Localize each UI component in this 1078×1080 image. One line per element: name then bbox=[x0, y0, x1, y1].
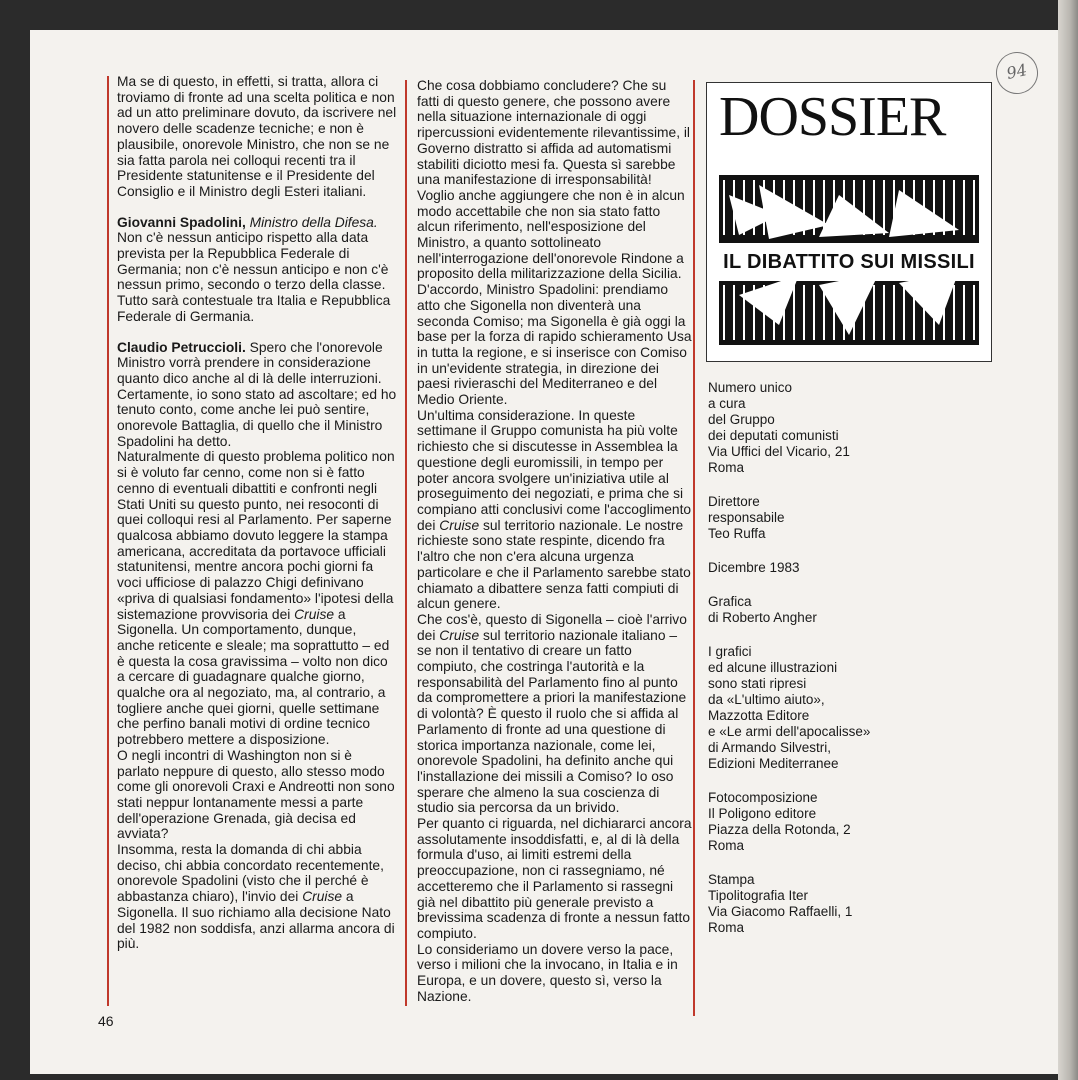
paragraph: Per quanto ci riguarda, nel dichiararci ancora assolutamente insoddisfatti, e, al di là della formula d'uso, ai limiti estremi della preoccupazione, non ci rassegniamo, né accetteremo che il Parlamento si rassegni già nel dibattito più generale previsto a brevissima scadenza di fronte a nessun fatto compiuto. bbox=[417, 816, 692, 941]
colophon-block bbox=[708, 494, 968, 542]
colophon-line: Direttore bbox=[708, 494, 760, 509]
colophon-line: di Roberto Angher bbox=[708, 610, 817, 625]
page-curl bbox=[1058, 0, 1078, 1080]
article-column-2 bbox=[417, 78, 692, 1004]
paragraph bbox=[117, 340, 397, 450]
colophon-line: di Armando Silvestri, bbox=[708, 740, 832, 755]
colophon-line: Mazzotta Editore bbox=[708, 708, 810, 723]
colophon-line: Teo Ruffa bbox=[708, 526, 766, 541]
italic-term: Cruise bbox=[294, 606, 335, 622]
paragraph bbox=[117, 449, 397, 747]
colophon-block bbox=[708, 790, 968, 854]
handwritten-page-number: 94 bbox=[992, 48, 1042, 98]
colophon-block bbox=[708, 872, 968, 936]
text: Insomma, resta la domanda di chi abbia deciso, chi abbia concordato recentemente, onorevole Spadolini (visto che il perché è abbastanza chiaro), l'invio dei bbox=[117, 842, 384, 905]
colophon-line: Piazza della Rotonda, 2 bbox=[708, 822, 851, 837]
column-rule-middle bbox=[405, 80, 407, 1006]
text: a Sigonella. Il suo richiamo alla decisione Nato del 1982 non soddisfa, anzi allarma ancora di più. bbox=[117, 889, 395, 952]
colophon-line: Fotocomposizione bbox=[708, 790, 818, 805]
colophon-block bbox=[708, 380, 968, 476]
paragraph: Che cosa dobbiamo concludere? Che su fatti di questo genere, che possono avere nella situazione internazionale di oggi ripercussioni evidentemente rilevantissime, il Governo distratto si affida ad automatismi stabiliti diciotto mesi fa. Questa sì sarebbe una manifestazione di irresponsabilità! bbox=[417, 78, 690, 188]
colophon-block bbox=[708, 560, 968, 576]
colophon-line: Roma bbox=[708, 460, 745, 475]
speaker-role: Ministro della Difesa. bbox=[249, 214, 378, 230]
italic-term: Cruise bbox=[439, 517, 480, 533]
colophon-line: del Gruppo bbox=[708, 412, 775, 427]
text: Che cos'è, questo di Sigonella – cioè l'arrivo dei bbox=[417, 611, 687, 643]
speaker-name: Giovanni Spadolini, bbox=[117, 214, 246, 230]
article-column-1 bbox=[117, 74, 397, 952]
text: sul territorio nazionale. Le nostre richieste sono state respinte, dicendo fra l'altro che non c'era alcuna urgenza particolare e che il Parlamento sarebbe stato chiamato a dibattere senza fatti compiuti di alcun genere. bbox=[417, 517, 691, 612]
colophon-line: Grafica bbox=[708, 594, 752, 609]
paragraph bbox=[117, 842, 397, 952]
text: sul territorio nazionale italiano – se non il tentativo di creare un fatto compiuto, che costringa l'autorità e la responsabilità del Parlamento fino al punto da compromettere a priori la manifestazione di volontà? È questo il ruolo che si affida al Parlamento di fronte ad una questione di storica importanza nazionale, come lei, onorevole Spadolini, ha definito anche qui l'installazione dei missili a Comiso? Io oso sperare che almeno la sua coscienza di studio sia percorsa da un brivido. bbox=[417, 627, 687, 816]
dossier-box bbox=[706, 82, 992, 362]
colophon-line: responsabile bbox=[708, 510, 785, 525]
colophon-line: Tipolitografia Iter bbox=[708, 888, 809, 903]
speaker-name: Claudio Petruccioli. bbox=[117, 339, 246, 355]
colophon-line: da «L'ultimo aiuto», bbox=[708, 692, 825, 707]
colophon-line: Edizioni Mediterranee bbox=[708, 756, 839, 771]
colophon bbox=[708, 380, 968, 954]
colophon-line: Via Giacomo Raffaelli, 1 bbox=[708, 904, 853, 919]
italic-term: Cruise bbox=[302, 889, 343, 905]
colophon-line: Numero unico bbox=[708, 380, 793, 395]
text: a Sigonella. Un comportamento, dunque, anche reticente e sleale; ma soprattutto – ed è questa la cosa gravissima – volto non dico a cercare di guadagnare qualche giorno, qualche ora al negoziato, ma, al contrario, a togliere anche quei giorni, quelle settimane che perfino banali motivi di ordine tecnico potrebbero mettere a disposizione. bbox=[117, 606, 390, 748]
paragraph: Voglio anche aggiungere che non è in alcun modo accettabile che non sia stato fatto alcun riferimento, nell'esposizione del Ministro, a quanto sottolineato nell'interrogazione dell'onorevole Rindone a proposito della militarizzazione della Sicilia. D'accordo, Ministro Spadolini: prendiamo atto che Sigonella non diventerà una seconda Comiso; ma Sigonella è già oggi la base per la forza di rapido schieramento Usa in tutta la regione, e si inserisce con Comiso in un'evidente strategia, in direzione dei paesi rivieraschi del Mediterraneo e del Medio Oriente. bbox=[417, 187, 692, 408]
paragraph: Ma se di questo, in effetti, si tratta, allora ci troviamo di fronte ad una scelta politica e non ad un atto preliminare dovuto, da iscrivere nel novero delle scadenze tecniche; e non è plausibile, onorevole Ministro, che non se ne sia fatta parola nei colloqui recenti tra il Presidente statunitense e il Presidente del Consiglio e il Ministro degli Esteri italiani. bbox=[117, 74, 397, 199]
dossier-title: DOSSIER bbox=[719, 86, 946, 148]
column-rule-left bbox=[107, 76, 109, 1006]
column-rule-right bbox=[693, 80, 695, 1016]
paragraph: O negli incontri di Washington non si è parlato neppure di questo, allo stesso modo come gli onorevoli Craxi e Andreotti non sono stati neppur lontanamente messi a parte dell'operazione Grenada, già decisa ed avviata? bbox=[117, 747, 395, 842]
colophon-block bbox=[708, 644, 968, 772]
colophon-line: a cura bbox=[708, 396, 746, 411]
speech-text: Spero che l'onorevole Ministro vorrà prendere in considerazione quanto dico anche al di là delle interruzioni. Certamente, io sono stato ad ascoltare; ed ho tenuto conto, come anche lei può sentire, onorevole Battaglia, di quello che il Ministro Spadolini ha detto. bbox=[117, 339, 397, 449]
colophon-line: e «Le armi dell'apocalisse» bbox=[708, 724, 871, 739]
paragraph: Lo consideriamo un dovere verso la pace, verso i milioni che la invocano, in Italia e in Europa, e un dovere, questo sì, verso la Nazione. bbox=[417, 941, 678, 1004]
italic-term: Cruise bbox=[439, 627, 480, 643]
colophon-block bbox=[708, 594, 968, 626]
colophon-line: Via Uffici del Vicario, 21 bbox=[708, 444, 850, 459]
colophon-line: Roma bbox=[708, 838, 745, 853]
colophon-line: Roma bbox=[708, 920, 745, 935]
text: Naturalmente di questo problema politico non si è voluto far cenno, come non si è fatto cenno di eventuali dibattiti e confronti negli Stati Uniti su questo punto, nei resoconti di quei colloqui resi al Parlamento. Per saperne qualcosa abbiamo dovuto leggere la stampa americana, accreditata da portavoce ufficiali statunitensi, mentre ancora pochi giorni fa voci ufficiose di palazzo Chigi definivano «priva di qualsiasi fondamento» l'ipotesi della sistemazione provvisoria dei bbox=[117, 449, 395, 622]
colophon-line: Stampa bbox=[708, 872, 755, 887]
paragraph bbox=[417, 612, 692, 816]
dossier-banner: IL DIBATTITO SUI MISSILI bbox=[719, 243, 979, 281]
colophon-line: Dicembre 1983 bbox=[708, 560, 800, 575]
colophon-line: sono stati ripresi bbox=[708, 676, 807, 691]
speech-text: Non c'è nessun anticipo rispetto alla data prevista per la Repubblica Federale di Germania; non c'è nessun anticipo e non c'è nessun primo, secondo o terzo della classe. Tutto sarà contestuale tra Italia e Repubblica Federale di Germania. bbox=[117, 230, 391, 324]
paragraph bbox=[117, 215, 397, 325]
paragraph bbox=[417, 408, 692, 612]
colophon-line: Il Poligono editore bbox=[708, 806, 817, 821]
text: Un'ultima considerazione. In queste settimane il Gruppo comunista ha più volte richiesto che si discutesse in Assemblea la questione degli euromissili, in tempo per poter ancora svolgere un'iniziativa utile al proseguimento dei negoziati, e prima che si compiano atti conclusivi come l'accoglimento dei bbox=[417, 407, 692, 533]
colophon-line: ed alcune illustrazioni bbox=[708, 660, 838, 675]
colophon-line: dei deputati comunisti bbox=[708, 428, 839, 443]
colophon-line: I grafici bbox=[708, 644, 752, 659]
page-number: 46 bbox=[98, 1013, 114, 1029]
